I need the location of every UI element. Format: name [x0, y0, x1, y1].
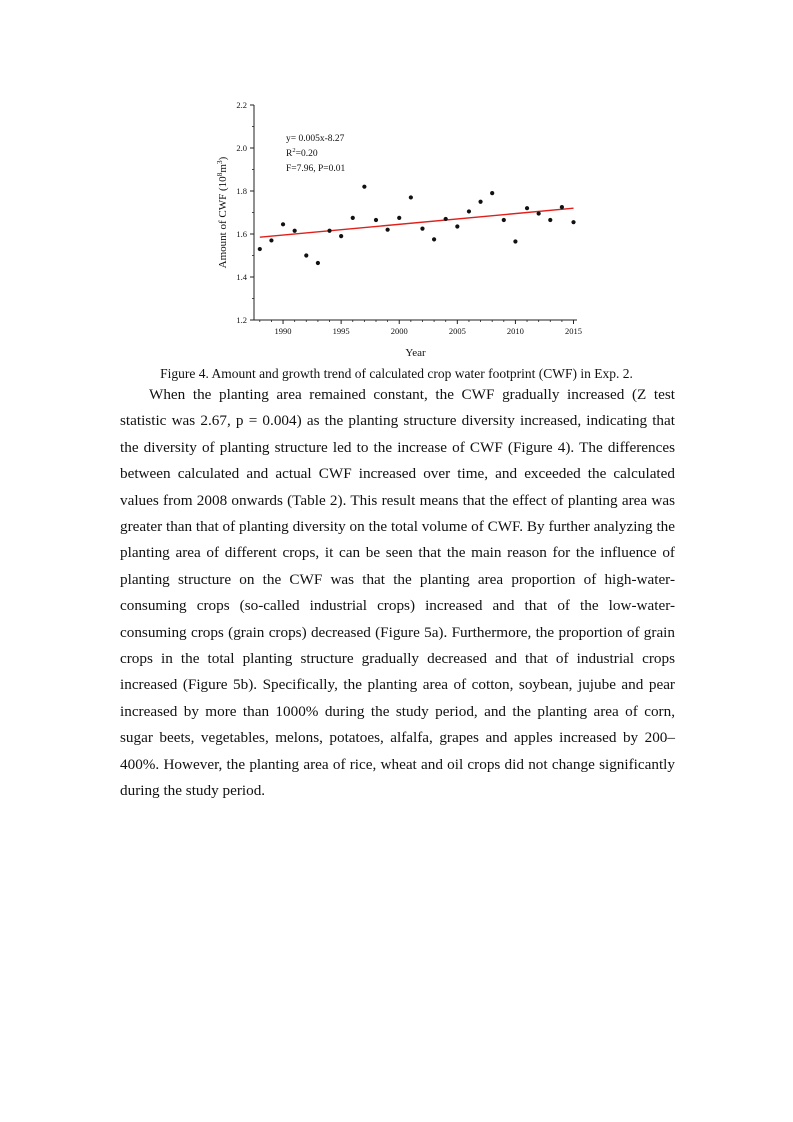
x-tick-label: 2005 — [448, 326, 466, 336]
data-point — [397, 216, 401, 220]
data-point — [281, 222, 285, 226]
x-tick-label: 1990 — [274, 326, 292, 336]
data-point — [316, 261, 320, 265]
data-point — [420, 227, 424, 231]
data-point — [490, 191, 494, 195]
y-tick-label: 2.2 — [236, 100, 247, 110]
data-point — [374, 218, 378, 222]
y-tick-label: 1.4 — [236, 272, 247, 282]
cwf-scatter-chart — [0, 0, 793, 370]
trend-layer — [260, 208, 574, 237]
data-point — [571, 220, 575, 224]
data-point — [525, 206, 529, 210]
data-point — [351, 216, 355, 220]
data-point — [258, 247, 262, 251]
y-tick-label: 2.0 — [236, 143, 247, 153]
data-point — [362, 185, 366, 189]
equation-annotation: y= 0.005x-8.27 — [286, 134, 345, 144]
y-tick-label: 1.6 — [236, 229, 247, 239]
y-axis-label: Amount of CWF $(10^8m^3)$ — [215, 156, 229, 269]
data-point — [560, 205, 564, 209]
data-point — [293, 229, 297, 233]
x-axis — [260, 320, 582, 336]
x-axis-label: Year — [405, 347, 426, 359]
data-point — [537, 211, 541, 215]
data-point — [467, 209, 471, 213]
x-tick-label: 2015 — [565, 326, 583, 336]
data-point — [269, 238, 273, 242]
f-test-annotation: F=7.96, P=0.01 — [286, 164, 346, 174]
y-tick-label: 1.2 — [236, 315, 247, 325]
data-point — [409, 195, 413, 199]
data-point — [502, 218, 506, 222]
r-squared-annotation: $R^2=0.20$ — [286, 147, 318, 159]
data-point — [548, 218, 552, 222]
data-point — [478, 200, 482, 204]
data-point — [455, 224, 459, 228]
y-tick-label: 1.8 — [236, 186, 247, 196]
x-tick-label: 2010 — [506, 326, 524, 336]
body-paragraph: When the planting area remained constant, the CWF gradually increased (Z test statistic was 2.67, p = 0.004) as the planting structure diversity increased, indicating that the diversity of planting structure led to the increase of CWF (Figure 4). The differences between calculated and actual CWF increased over time, and exceeded the calculated values from 2008 onwards (Table 2). This result means that the effect of planting area was greater than that of planting diversity on the total volume of CWF. By further analyzing the planting area of different crops, it can be seen that the main reason for the influence of planting structure on the CWF was that the planting area proportion of high-water-consuming crops (so-called industrial crops) increased and that of the low-water-consuming crops (grain crops) decreased (Figure 5a). Furthermore, the proportion of grain crops in the total planting structure gradually decreased and that of industrial crops increased (Figure 5b). Specifically, the planting area of cotton, soybean, jujube and pear increased by more than 1000% during the study period, and the planting area of corn, sugar beets, vegetables, melons, potatoes, alfalfa, grapes and apples increased by 200–400%. However, the planting area of rice, wheat and oil crops did not change significantly during the study period. — [120, 386, 675, 800]
points-layer — [258, 185, 576, 266]
trend-line — [260, 208, 574, 237]
x-tick-label: 2000 — [390, 326, 408, 336]
data-point — [444, 217, 448, 221]
data-point — [339, 234, 343, 238]
data-point — [386, 228, 390, 232]
y-axis — [236, 100, 254, 325]
data-point — [327, 229, 331, 233]
data-point — [513, 239, 517, 243]
x-tick-label: 1995 — [332, 326, 350, 336]
figure-caption: Figure 4. Amount and growth trend of calculated crop water footprint (CWF) in Exp. 2. — [160, 366, 633, 381]
data-point — [432, 237, 436, 241]
data-point — [304, 253, 308, 257]
